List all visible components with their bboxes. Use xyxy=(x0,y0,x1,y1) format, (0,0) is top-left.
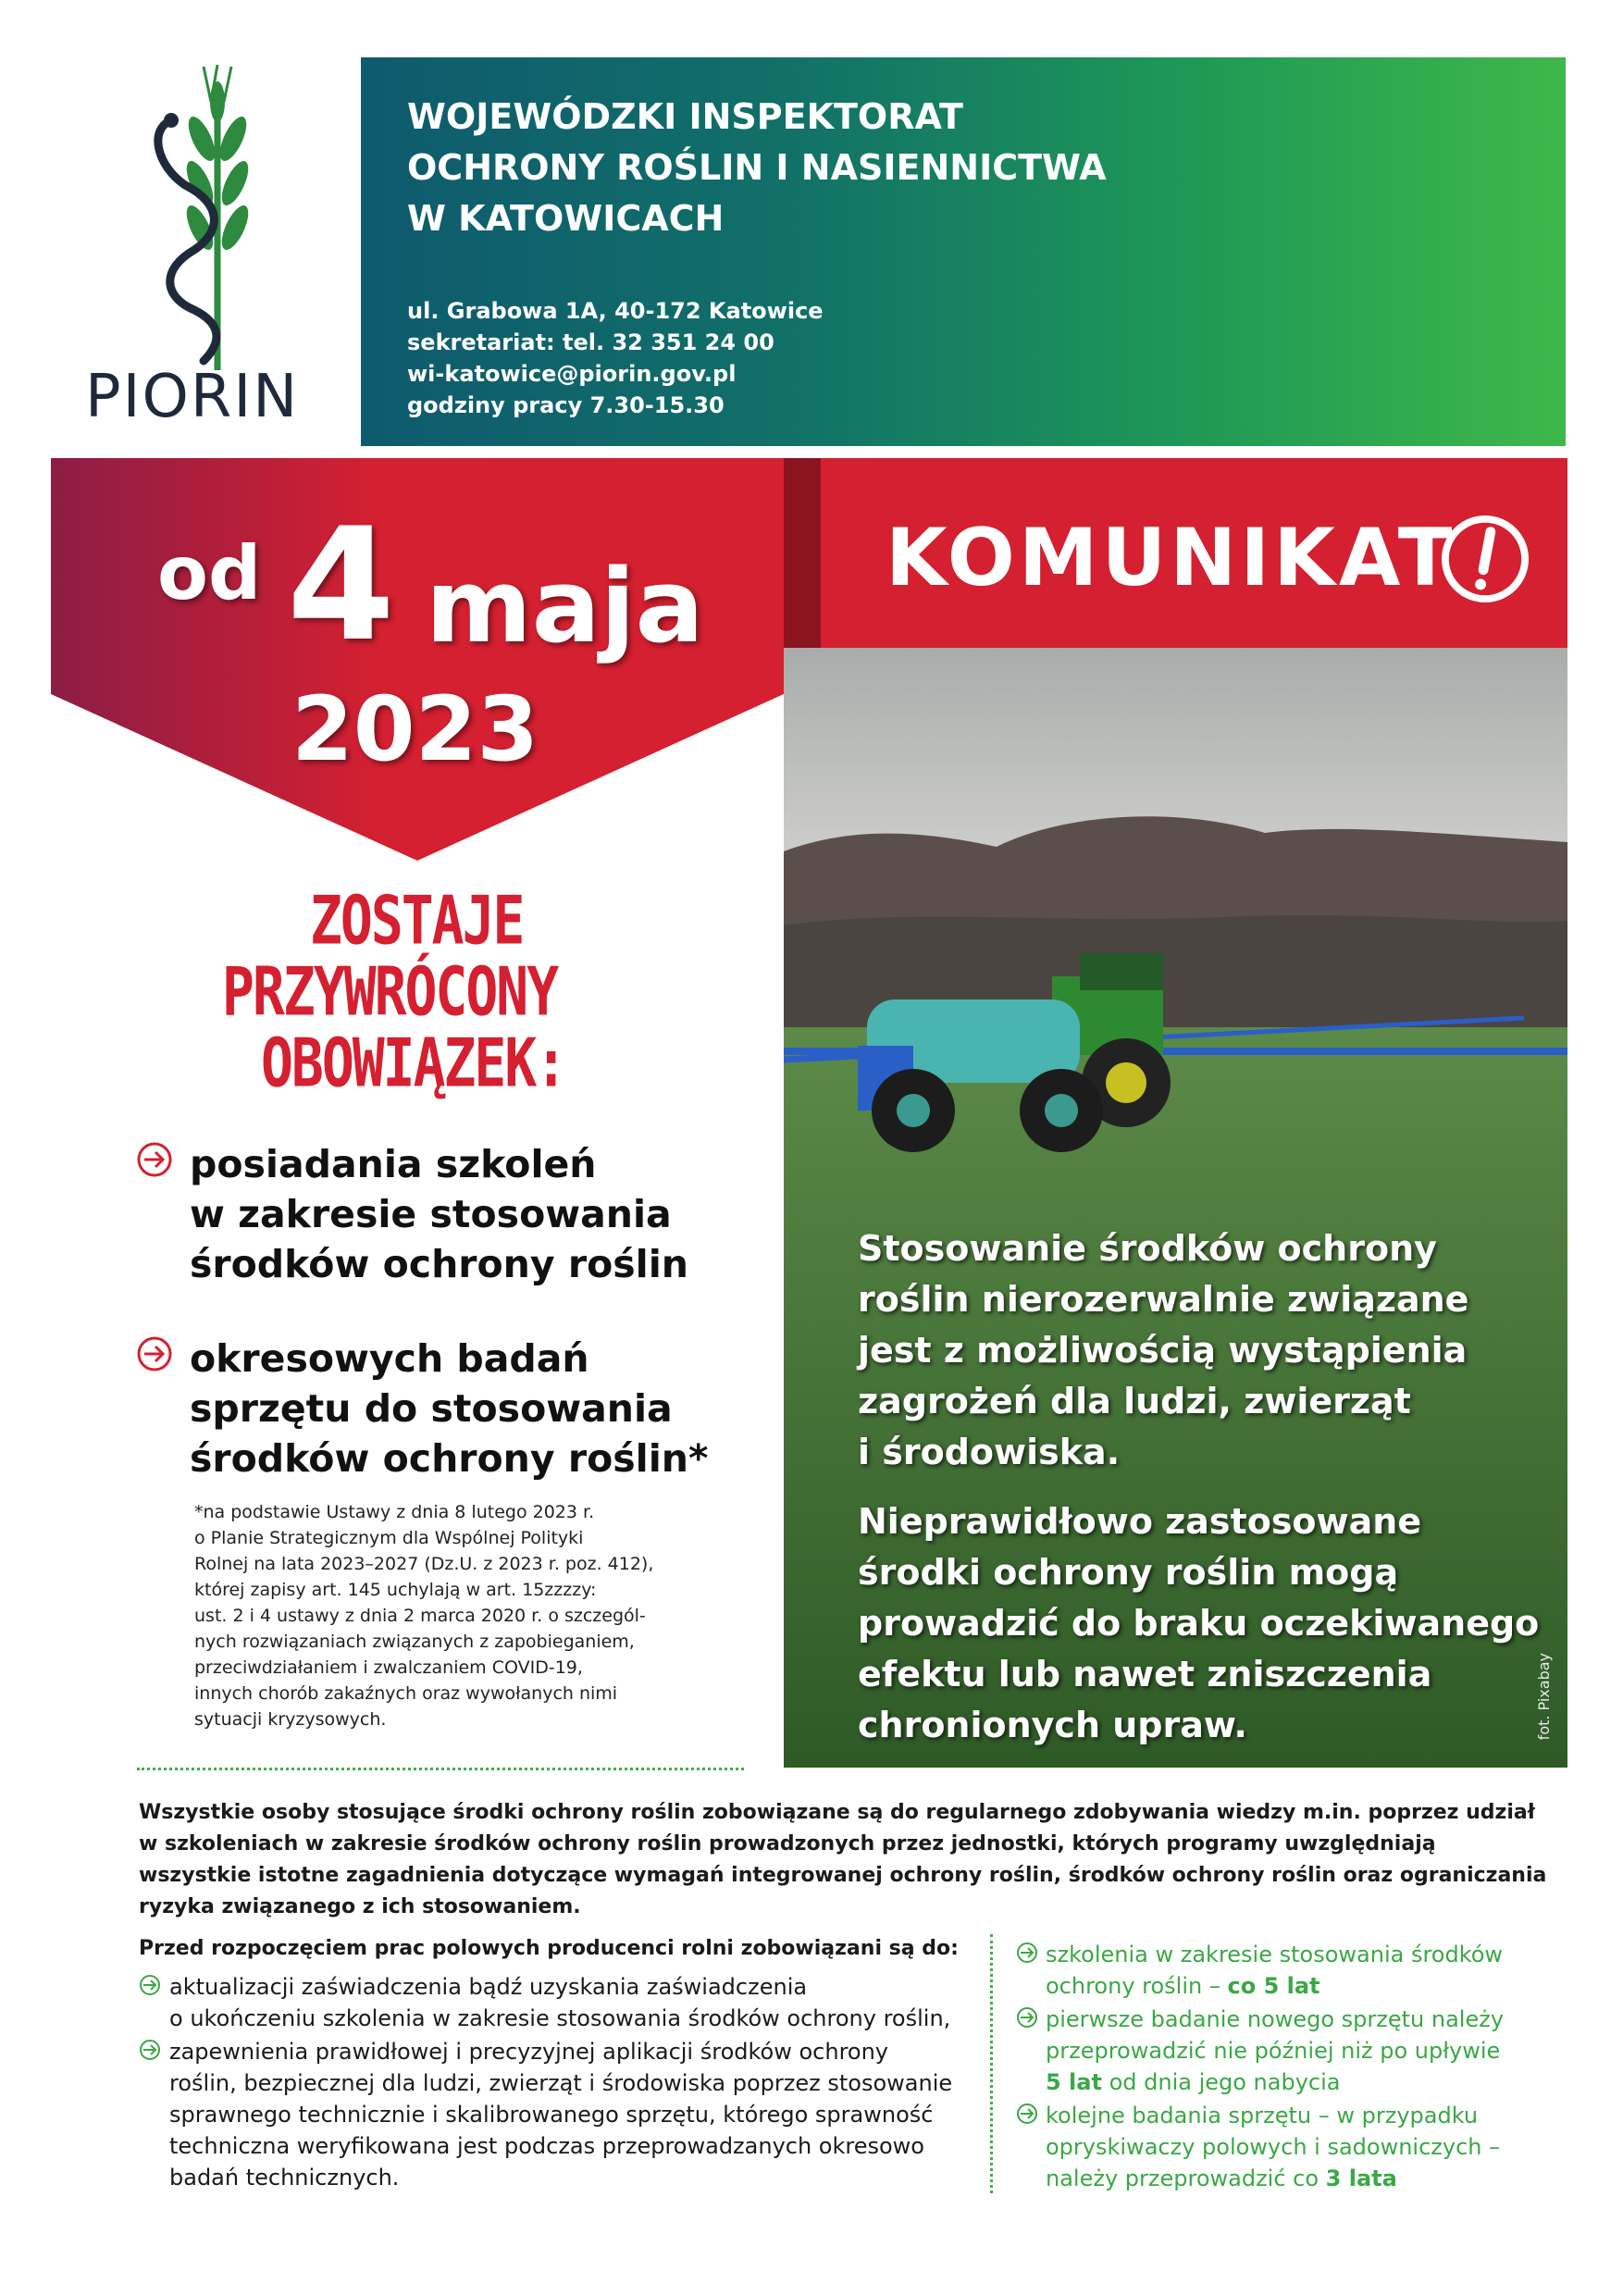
institution-name-line-3: W KATOWICACH xyxy=(407,198,725,239)
duties-intro: Przed rozpoczęciem prac polowych producenci rolni zobowiązani są do: xyxy=(139,1937,959,1960)
obligation-2-line-2: sprzętu do stosowania xyxy=(190,1386,673,1431)
deadline-2-line-1: pierwsze badanie nowego sprzętu należy xyxy=(1046,2006,1505,2032)
date-month: maja xyxy=(426,547,704,665)
logo-text: PIORIN xyxy=(85,363,300,431)
info-paragraph-line-3: wszystkie istotne zagadnienia dotyczące wymagań integrowanej ochrony roślin, środków ochrony roślin oraz ograniczania xyxy=(139,1864,1547,1887)
obligation-heading-line-2: PRZYWRÓCONY xyxy=(222,951,558,1031)
deadline-1-line-2: ochrony roślin – co 5 lat xyxy=(1046,1973,1320,1999)
date-year: 2023 xyxy=(291,677,539,781)
photo-text-1-line-2: roślin nierozerwalnie związane xyxy=(858,1279,1469,1320)
obligation-1-line-2: w zakresie stosowania xyxy=(190,1192,672,1236)
deadline-2-bold: 5 lat xyxy=(1046,2069,1102,2095)
photo-text-1-line-4: zagrożeń dla ludzi, zwierząt xyxy=(858,1381,1411,1421)
photo-text-2-line-4: efektu lub nawet zniszczenia xyxy=(858,1654,1432,1694)
photo-text-1-line-1: Stosowanie środków ochrony xyxy=(858,1228,1437,1269)
deadline-3-line-1: kolejne badania sprzętu – w przypadku xyxy=(1046,2103,1479,2128)
dotted-divider xyxy=(137,1768,744,1770)
duty-2-line-5: badań technicznych. xyxy=(169,2165,400,2191)
address-line: ul. Grabowa 1A, 40-172 Katowice xyxy=(407,298,824,324)
footnote-line-8: innych chorób zakaźnych oraz wywołanych nimi xyxy=(194,1683,618,1704)
field-sprayer-photo xyxy=(784,648,1567,1768)
photo-illustration xyxy=(784,648,1567,1768)
footnote-line-4: której zapisy art. 145 uchylają w art. 15zzzzy: xyxy=(194,1580,597,1600)
obligation-heading-line-3: OBOWIĄZEK: xyxy=(261,1023,566,1102)
deadline-1-bold: co 5 lat xyxy=(1227,1973,1320,1999)
institution-name-line-1: WOJEWÓDZKI INSPEKTORAT xyxy=(407,96,963,137)
duty-2-line-2: roślin, bezpiecznej dla ludzi, zwierząt i środowiska poprzez stosowanie xyxy=(169,2070,953,2096)
photo-credit: fot. Pixabay xyxy=(1535,1652,1553,1740)
duty-2-line-1: zapewnienia prawidłowej i precyzyjnej aplikacji środków ochrony xyxy=(169,2039,888,2065)
arrow-circle-icon xyxy=(1016,1942,1038,1964)
duty-1-line-1: aktualizacji zaświadczenia bądź uzyskania zaświadczenia xyxy=(169,1974,808,2000)
date-od: od xyxy=(157,530,262,616)
arrow-circle-icon xyxy=(136,1141,173,1178)
footnote-line-1: *na podstawie Ustawy z dnia 8 lutego 2023 r. xyxy=(194,1502,595,1522)
deadline-2-line-2: przeprowadzić nie później niż po upływie xyxy=(1046,2038,1501,2064)
photo-text-2-line-1: Nieprawidłowo zastosowane xyxy=(858,1501,1422,1542)
info-paragraph-line-2: w szkoleniach w zakresie środków ochrony roślin prowadzonych przez jednostki, których programy uwzględniają xyxy=(139,1832,1436,1855)
deadline-2-line-3: 5 lat od dnia jego nabycia xyxy=(1046,2069,1341,2095)
photo-text-2-line-5: chronionych upraw. xyxy=(858,1705,1247,1745)
footnote-line-7: przeciwdziałaniem i zwalczaniem COVID-19, xyxy=(194,1657,583,1678)
deadline-3-bold: 3 lata xyxy=(1325,2166,1397,2191)
footnote-line-6: nych rozwiązaniach związanych z zapobieganiem, xyxy=(194,1632,635,1652)
obligation-2-line-1: okresowych badań xyxy=(190,1336,589,1381)
institution-header xyxy=(361,57,1566,446)
komunikat-strip-shadow xyxy=(784,458,821,648)
duty-2-line-3: sprawnego technicznie i skalibrowanego sprzętu, którego sprawność xyxy=(169,2102,934,2128)
info-paragraph-line-4: ryzyka związanego z ich stosowaniem. xyxy=(139,1895,581,1918)
institution-name-line-2: OCHRONY ROŚLIN I NASIENNICTWA xyxy=(407,147,1107,188)
info-paragraph-line-1: Wszystkie osoby stosujące środki ochrony roślin zobowiązane są do regularnego zdobywania wiedzy m.in. poprzez udział xyxy=(139,1801,1535,1824)
arrow-circle-icon xyxy=(1016,2103,1038,2125)
footnote-line-5: ust. 2 i 4 ustawy z dnia 2 marca 2020 r. o szczegól- xyxy=(194,1606,646,1626)
obligation-heading-line-1: ZOSTAJE xyxy=(310,880,524,960)
hours-line: godziny pracy 7.30-15.30 xyxy=(407,392,725,418)
photo-text-1-line-3: jest z możliwością wystąpienia xyxy=(858,1330,1468,1371)
obligation-1-line-1: posiadania szkoleń xyxy=(190,1142,597,1186)
footnote-line-2: o Planie Strategicznym dla Wspólnej Polityki xyxy=(194,1528,584,1548)
arrow-circle-icon xyxy=(139,1974,161,1996)
arrow-circle-icon xyxy=(1016,2006,1038,2029)
photo-text-2-line-2: środki ochrony roślin mogą xyxy=(858,1552,1399,1593)
arrow-circle-icon xyxy=(136,1335,173,1372)
deadline-3-line-2: opryskiwaczy polowych i sadowniczych – xyxy=(1046,2134,1501,2160)
duty-2-line-4: techniczna weryfikowana jest podczas przeprowadzanych okresowo xyxy=(169,2133,924,2159)
duty-1-line-2: o ukończeniu szkolenia w zakresie stosowania środków ochrony roślin, xyxy=(169,2005,951,2031)
footnote-line-3: Rolnej na lata 2023–2027 (Dz.U. z 2023 r. poz. 412), xyxy=(194,1554,654,1574)
exclamation-circle-icon xyxy=(1440,514,1530,604)
obligation-1-line-3: środków ochrony roślin xyxy=(190,1242,688,1286)
deadline-1-line-1: szkolenia w zakresie stosowania środków xyxy=(1046,1942,1504,1967)
deadline-3-line-3: należy przeprowadzić co 3 lata xyxy=(1046,2166,1397,2191)
date-day: 4 xyxy=(287,494,395,676)
komunikat-title: KOMUNIKAT xyxy=(886,512,1456,604)
email-line[interactable]: wi-katowice@piorin.gov.pl xyxy=(407,361,737,387)
dotted-column-divider xyxy=(990,1934,993,2193)
arrow-circle-icon xyxy=(139,2039,161,2061)
photo-text-2-line-3: prowadzić do braku oczekiwanego xyxy=(858,1603,1540,1644)
footnote-line-9: sytuacji kryzysowych. xyxy=(194,1709,387,1730)
phone-line: sekretariat: tel. 32 351 24 00 xyxy=(407,329,774,355)
obligation-2-line-3: środków ochrony roślin* xyxy=(190,1436,709,1481)
photo-text-1-line-5: i środowiska. xyxy=(858,1432,1121,1472)
